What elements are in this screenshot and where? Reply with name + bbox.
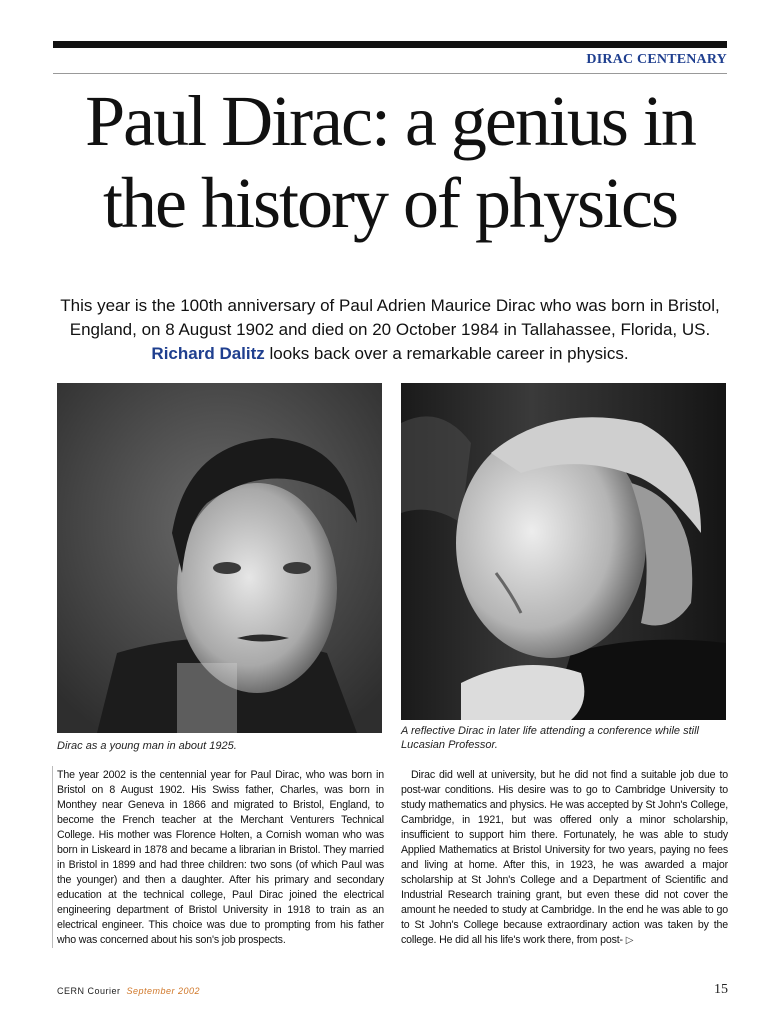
photo-old-dirac <box>401 383 726 720</box>
header-divider <box>53 73 727 74</box>
column-rule <box>52 766 53 948</box>
caption-young: Dirac as a young man in about 1925. <box>57 740 237 752</box>
continue-arrow-icon: ▷ <box>625 935 634 946</box>
footer-publication <box>57 986 200 996</box>
page-title <box>40 80 740 244</box>
caption-old: A reflective Dirac in later life attending a conference while still Lucasian Professor. <box>401 725 699 751</box>
page-number: 15 <box>714 982 728 997</box>
body-column-right <box>401 768 728 948</box>
author-name: Richard Dalitz <box>151 344 265 363</box>
portrait-young-image <box>57 383 382 733</box>
standfirst-tail: looks back over a remarkable career in physics. <box>269 344 629 363</box>
issue-date: September 2002 <box>126 986 201 996</box>
standfirst <box>60 294 720 366</box>
standfirst-text: This year is the 100th anniversary of Paul Adrien Maurice Dirac who was born in Bristol, England, on 8 August 1902 and died on 20 October 1984 in Tallahassee, Florida, US. <box>60 296 720 339</box>
body-column-left: The year 2002 is the centennial year for Paul Dirac, who was born in Bristol on 8 August 1902. His Swiss father, Charles, was born in Monthey near Geneva in 1866 and migrated to Bristol, England, to become the French teacher at the Merchant Venturers Technical College. His mother was Florence Holten, a Cornish woman who was born in Liskeard in 1878 and became a librarian in Bristol. They married in Bristol in 1899 and had three children: two sons (of which Paul was the younger) and then a daughter. After his primary and secondary education at the technical college, Paul Dirac joined the electrical engineering department of Bristol University in 1918 to train as an electrical engineer. This choice was due to prompting from his father who was concerned about his son's job prospects. <box>57 769 384 946</box>
title-line-1: Paul Dirac: a genius in <box>85 81 695 161</box>
portrait-old-image <box>401 383 726 720</box>
publication-name: CERN Courier <box>57 986 121 996</box>
body-column-right-text: Dirac did well at university, but he did not find a suitable job due to post-war conditions. His desire was to go to Cambridge University to study mathematics and physics. He was accepted by St John's College, Cambridge, in 1921, but was offered only a minor scholarship, insufficient to support him there. Fortunately, he was able to study Applied Mathematics at Bristol University for two years, paying no fees and living at home. After this, in 1923, he was awarded a major scholarship at St John's College and a Department of Scientific and Industrial Research training grant, but even these did not cover the amount he needed to study at Cambridge. In the end he was able to go to St John's College because extraordinary action was taken by the college. He did all his life's work there, from post- <box>401 769 728 946</box>
photo-young-dirac <box>57 383 382 733</box>
section-label: DIRAC CENTENARY <box>586 52 727 67</box>
top-rule <box>53 41 727 48</box>
title-line-2: the history of physics <box>103 163 677 243</box>
